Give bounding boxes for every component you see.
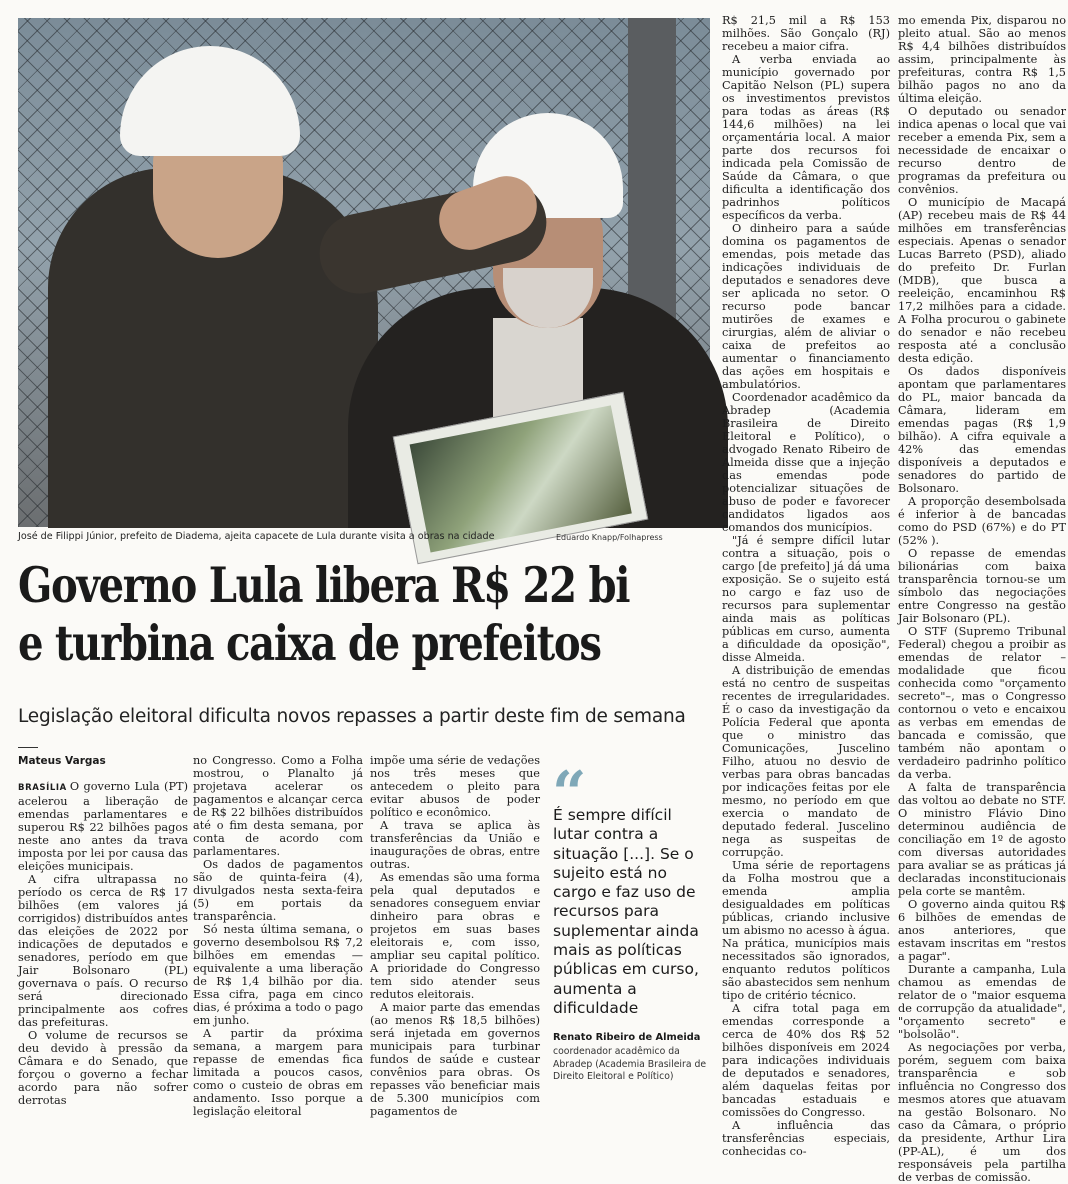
subheadline: Legislação eleitoral dificulta novos repasses a partir deste fim de semana: [18, 706, 686, 727]
paragraph: mo emenda Pix, disparou no pleito atual. São ao menos R$ 4,4 bilhões distribuídos assim, principalmente às prefeituras, contra R$ 1,5 bilhão pagos no ano da última eleição.: [898, 14, 1066, 105]
paragraph: O deputado ou senador indica apenas o local que vai receber a emenda Pix, sem a necessidade de encaixar o recurso dentro de programas da prefeitura ou convênios.: [898, 105, 1066, 196]
byline-rule: [18, 747, 38, 748]
pull-quote-role: coordenador acadêmico da Abradep (Academia Brasileira de Direito Eleitoral e Político): [553, 1046, 707, 1082]
article-column-2: [193, 754, 363, 1118]
news-photo: [18, 18, 710, 527]
headline-line-2: e turbina caixa de prefeitos: [18, 614, 601, 672]
paragraph: A influência das transferências especiais, conhecidas co-: [722, 1119, 890, 1158]
article-column-4: [722, 14, 890, 1158]
paragraph: A maior parte das emendas (ao menos R$ 18,5 bilhões) será injetada em governos municipais para turbinar fundos de saúde e custear convênios para obras. Os repasses vão beneficiar mais de 5.300 municípios com pagamentos de: [370, 1001, 540, 1118]
paragraph: O STF (Supremo Tribunal Federal) chegou a proibir as emendas de relator –modalidade que ficou conhecida como "orçamento secreto"–, mas o Congresso contornou o veto e encaixou as verbas em emendas de bancada e comissão, que também não apontam o verdadeiro padrinho político da verba.: [898, 625, 1066, 781]
article-column-5: [898, 14, 1066, 1184]
headline: [18, 556, 708, 672]
paragraph: A distribuição de emendas está no centro de suspeitas recentes de irregularidades. É o caso da investigação da Polícia Federal que aponta que o ministro das Comunicações, Juscelino Filho, atuou no desvio de verbas para obras bancadas por indicações feitas por ele mesmo, no período em que exercia o mandato de deputado federal. Juscelino nega as suspeitas de corrupção.: [722, 664, 890, 859]
paragraph: A cifra ultrapassa no período os cerca de R$ 17 bilhões (em valores já corrigidos) distribuídos antes das eleições de 2022 por indicações de deputados e senadores, período em que Jair Bolsonaro (PL) governava o país. O recurso será direcionado principalmente aos cofres das prefeituras.: [18, 873, 188, 1029]
paragraph: Os dados disponíveis apontam que parlamentares do PL, maior bancada da Câmara, lideram em emendas pagas (R$ 1,9 bilhão). A cifra equivale a 42% das emendas disponíveis a deputados e senadores do partido de Bolsonaro.: [898, 365, 1066, 495]
pull-quote-author: Renato Ribeiro de Almeida: [553, 1032, 701, 1043]
dateline: BRASÍLIA: [18, 783, 67, 793]
paragraph: A verba enviada ao município governado por Capitão Nelson (PL) supera os investimentos previstos para todas as áreas (R$ 144,6 milhões) na lei orçamentária local. A maior parte dos recursos foi indicada pela Comissão de Saúde da Câmara, o que dificulta a identificação dos padrinhos políticos específicos da verba.: [722, 53, 890, 222]
paragraph: O município de Macapá (AP) recebeu mais de R$ 44 milhões em transferências especiais. Apenas o senador Lucas Barreto (PSD), aliado do prefeito Dr. Furlan (MDB), que busca a reeleição, encaminhou R$ 17,2 milhões para a cidade. A Folha procurou o gabinete do senador e não recebeu resposta até a conclusão desta edição.: [898, 196, 1066, 365]
paragraph: no Congresso. Como a Folha mostrou, o Planalto já projetava acelerar os pagamentos e alcançar cerca de R$ 22 bilhões distribuídos até o fim desta semana, por conta de acordo com parlamentares.: [193, 754, 363, 858]
paragraph: A cifra total paga em emendas corresponde a cerca de 40% dos R$ 52 bilhões disponíveis em 2024 para indicações individuais de deputados e senadores, além daquelas feitas por bancadas estaduais e comissões do Congresso.: [722, 1002, 890, 1119]
paragraph: Uma série de reportagens da Folha mostrou que a emenda amplia desigualdades em políticas públicas, criando inclusive um abismo no acesso à água. Na prática, municípios mais necessitados são ignorados, enquanto redutos políticos são abastecidos sem nenhum tipo de critério técnico.: [722, 859, 890, 1002]
paragraph: A falta de transparência das voltou ao debate no STF. O ministro Flávio Dino determinou audiência de conciliação em 1º de agosto com diversas autoridades para avaliar se as práticas já declaradas inconstitucionais pela corte se mantêm.: [898, 781, 1066, 898]
article-column-3: [370, 754, 540, 1118]
paragraph: Só nesta última semana, o governo desembolsou R$ 7,2 bilhões em emendas —equivalente a uma liberação de R$ 1,4 bilhão por dia. Essa cifra, paga em cinco dias, é próxima a todo o pago em junho.: [193, 923, 363, 1027]
paragraph: A partir da próxima semana, a margem para repasse de emendas fica limitada a poucos casos, como o custeio de obras em andamento. Isso porque a legislação eleitoral: [193, 1027, 363, 1118]
pull-quote: É sempre difícil lutar contra a situação [...]. Se o sujeito está no cargo e faz uso de recursos para suplementar ainda mais as políticas públicas em curso, aumenta a dificuldade: [553, 806, 699, 1017]
headline-line-1: Governo Lula libera R$ 22 bi: [18, 556, 630, 614]
paragraph: Coordenador acadêmico da Abradep (Academia Brasileira de Direito Eleitoral e Político), o advogado Renato Ribeiro de Almeida disse que a injeção das emendas pode potencializar situações de abuso de poder e favorecer candidatos ligados aos comandos dos municípios.: [722, 391, 890, 534]
paragraph: A proporção desembolsada é inferior à de bancadas como do PSD (67%) e do PT (52% ).: [898, 495, 1066, 547]
paragraph: BRASÍLIA O governo Lula (PT) acelerou a liberação de emendas parlamentares e superou R$ 22 bilhões pagos neste ano antes da trava imposta por lei por causa das eleições municipais.: [18, 780, 188, 873]
quote-mark-icon: “: [552, 759, 587, 829]
paragraph: R$ 21,5 mil a R$ 153 milhões. São Gonçalo (RJ) recebeu a maior cifra.: [722, 14, 890, 53]
paragraph: Os dados de pagamentos são de quinta-feira (4), divulgados nesta sexta-feira (5) em portais da transparência.: [193, 858, 363, 923]
paragraph: O volume de recursos se deu devido à pressão da Câmara e do Senado, que forçou o governo a fechar acordo para não sofrer derrotas: [18, 1029, 188, 1107]
paragraph: A trava se aplica às transferências da União e inaugurações de obras, entre outras.: [370, 819, 540, 871]
paragraph: As negociações por verba, porém, seguem com baixa transparência e sob influência no Congresso dos mesmos atores que atuavam na gestão Bolsonaro. No caso da Câmara, o próprio da presidente, Arthur Lira (PP-AL), é um dos responsáveis pela partilha de verbas de comissão.: [898, 1041, 1066, 1184]
paragraph: O dinheiro para a saúde domina os pagamentos de emendas, pois metade das indicações individuais de deputados e senadores deve ser aplicada no setor. O recurso pode bancar mutirões de exames e cirurgias, além de aliviar o caixa de prefeitos ao aumentar o financiamento das ações em hospitais e ambulatórios.: [722, 222, 890, 391]
paragraph: impõe uma série de vedações nos três meses que antecedem o pleito para evitar abusos de poder político e econômico.: [370, 754, 540, 819]
paragraph: As emendas são uma forma pela qual deputados e senadores conseguem enviar dinheiro para obras e projetos em suas bases eleitorais e, com isso, ampliar seu capital político. A prioridade do Congresso tem sido atender seus redutos eleitorais.: [370, 871, 540, 1001]
byline: Mateus Vargas: [18, 755, 106, 767]
article-column-1: [18, 780, 188, 1107]
photo-caption: José de Filippi Júnior, prefeito de Diadema, ajeita capacete de Lula durante visita a obras na cidade: [18, 531, 495, 542]
photo-credit: Eduardo Knapp/Folhapress: [556, 533, 663, 542]
paragraph: "Já é sempre difícil lutar contra a situação, pois o cargo [de prefeito] já dá uma exposição. Se o sujeito está no cargo e faz uso de recursos para suplementar ainda mais as políticas públicas em curso, aumenta a dificuldade da oposição", disse Almeida.: [722, 534, 890, 664]
paragraph: O governo ainda quitou R$ 6 bilhões de emendas de anos anteriores, que estavam inscritas em "restos a pagar".: [898, 898, 1066, 963]
paragraph: O repasse de emendas bilionárias com baixa transparência tornou-se um símbolo das negociações entre Congresso na gestão Jair Bolsonaro (PL).: [898, 547, 1066, 625]
paragraph: Durante a campanha, Lula chamou as emendas de relator de o "maior esquema de corrupção da atualidade", "orçamento secreto" e "bolsolão".: [898, 963, 1066, 1041]
